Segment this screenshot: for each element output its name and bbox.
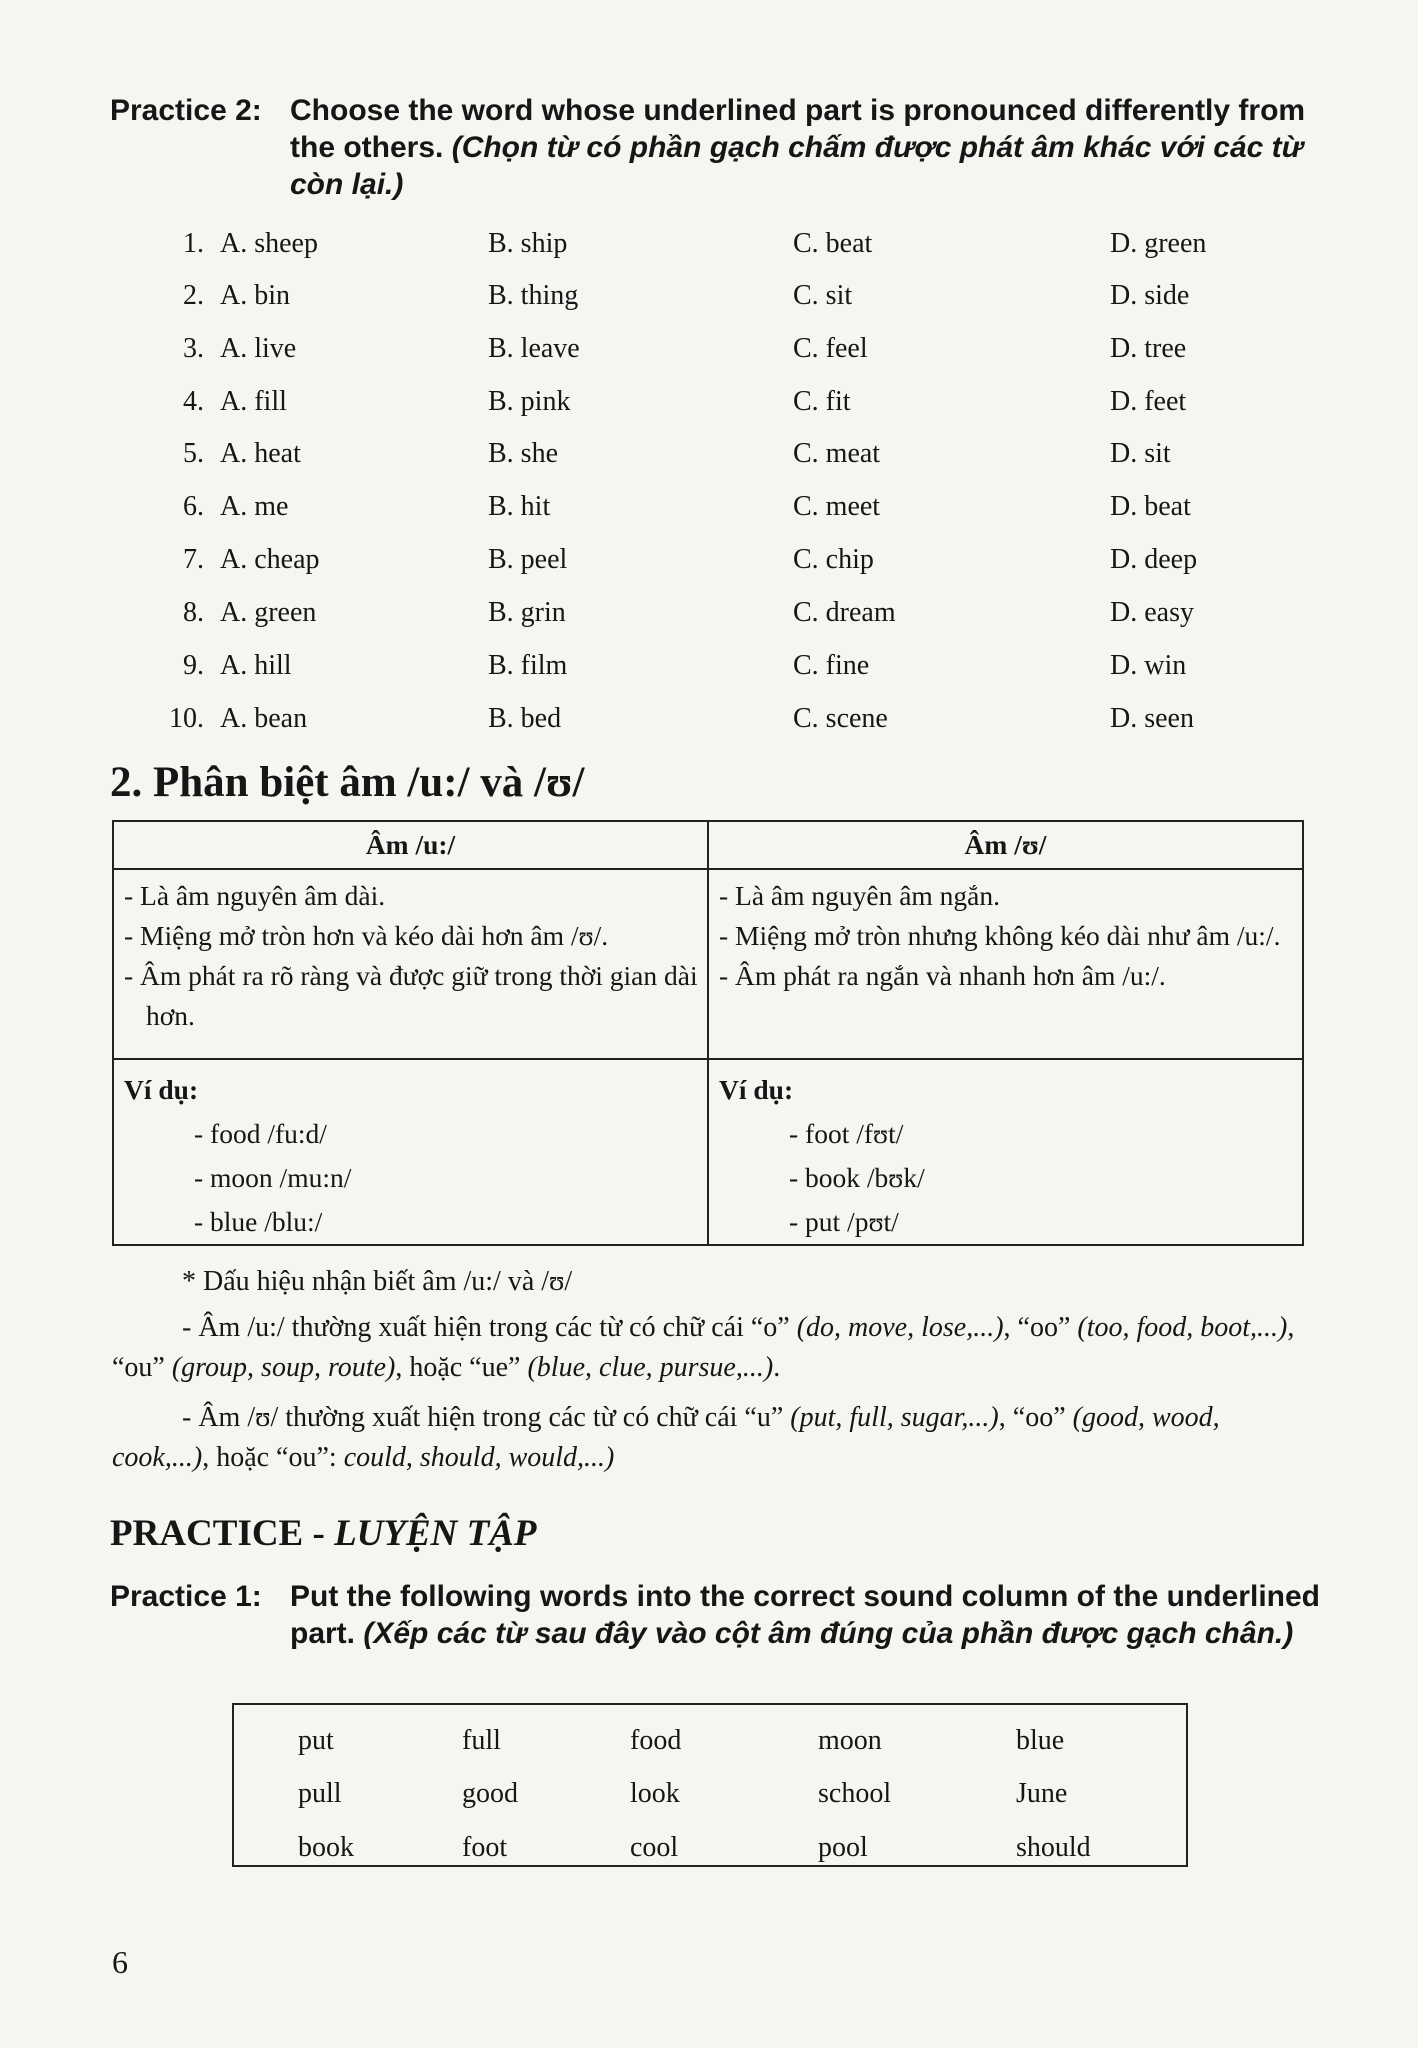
question-number: 9. [183,650,204,681]
option-a: A. sheep [220,228,318,259]
option-c: C. feel [793,333,868,364]
sign-short-u: - Âm /ʊ/ thường xuất hiện trong các từ có chữ cái “u” (put, full, sugar,...), “oo” (good, wood, cook,...), hoặc “ou”: could, should, would,...) [112,1402,1220,1473]
option-c: C. dream [793,597,896,628]
word-item: full [462,1725,501,1756]
table-header-long-u: Âm /u:/ [113,821,708,869]
word-item: school [818,1778,892,1809]
practice1-title [110,1578,1320,1652]
word-item: put [298,1725,334,1756]
option-b: B. thing [488,280,579,311]
option-c: C. scene [793,703,888,734]
short-u-point: - Âm phát ra ngắn và nhanh hơn âm /u:/. [719,960,1166,991]
option-c: C. beat [793,228,873,259]
option-b: B. ship [488,228,568,259]
option-b: B. bed [488,703,562,734]
example-item: - moon /mu:n/ [194,1162,352,1193]
table-header-short-u: Âm /ʊ/ [708,821,1303,869]
section2-heading: 2. Phân biệt âm /u:/ và /ʊ/ [110,759,585,806]
option-c: C. sit [793,280,853,311]
question-number: 3. [183,333,204,364]
sound-comparison-table [112,820,1304,1246]
example-item: - put /pʊt/ [789,1206,899,1237]
option-d: D. green [1110,228,1207,259]
option-c: C. chip [793,544,874,575]
practice-heading: PRACTICE - LUYỆN TẬP [110,1513,537,1554]
short-u-examples [708,1059,1303,1245]
question-number: 2. [183,280,204,311]
long-u-examples [113,1059,708,1245]
practice1-instruction: Put the following words into the correct sound column of the underlined part. (Xếp các từ sau đây vào cột âm đúng của phần được gạch chân.) [290,1580,1320,1650]
word-item: book [298,1832,354,1863]
option-b: B. she [488,438,558,469]
sign-long-u: - Âm /u:/ thường xuất hiện trong các từ có chữ cái “o” (do, move, lose,...), “oo” (too, food, boot,...), “ou” (group, soup, route), hoặc “ue” (blue, clue, pursue,...). [112,1312,1295,1383]
option-a: A. fill [220,386,287,417]
word-item: foot [462,1832,508,1863]
practice2-instruction: Choose the word whose underlined part is pronounced differently from the others. (Chọn từ có phần gạch chấm được phát âm khác với các từ còn lại.) [290,94,1306,201]
option-a: A. green [220,597,317,628]
option-a: A. heat [220,438,301,469]
word-item: pull [298,1778,342,1809]
question-number: 10. [169,703,204,734]
long-u-description [113,869,708,1059]
question-number: 4. [183,386,204,417]
word-item: moon [818,1725,882,1756]
option-b: B. pink [488,386,571,417]
word-box [232,1703,1188,1867]
option-d: D. tree [1110,333,1187,364]
option-d: D. sit [1110,438,1171,469]
question-number: 7. [183,544,204,575]
option-d: D. side [1110,280,1190,311]
option-a: A. live [220,333,297,364]
question-number: 1. [183,228,204,259]
long-u-point: - Miệng mở tròn hơn và kéo dài hơn âm /ʊ/. [124,920,609,951]
option-a: A. bean [220,703,308,734]
option-b: B. grin [488,597,566,628]
example-label: Ví dụ: [719,1074,794,1105]
question-number: 6. [183,491,204,522]
question-number: 8. [183,597,204,628]
option-c: C. meet [793,491,881,522]
option-b: B. peel [488,544,568,575]
long-u-point: - Âm phát ra rõ ràng và được giữ trong thời gian dài hơn. [124,960,698,1031]
option-a: A. cheap [220,544,320,575]
word-item: June [1016,1778,1068,1809]
word-item: look [630,1778,680,1809]
signs-title: * Dấu hiệu nhận biết âm /u:/ và /ʊ/ [182,1266,573,1297]
example-label: Ví dụ: [124,1074,199,1105]
page-number: 6 [112,1944,128,1980]
word-item: cool [630,1832,679,1863]
example-item: - food /fu:d/ [194,1118,327,1149]
option-d: D. seen [1110,703,1194,734]
word-item: good [462,1778,518,1809]
option-d: D. beat [1110,491,1191,522]
option-d: D. easy [1110,597,1194,628]
word-item: pool [818,1832,868,1863]
example-item: - foot /fʊt/ [789,1118,904,1149]
word-item: food [630,1725,682,1756]
option-c: C. meat [793,438,881,469]
practice2-title [110,92,1320,203]
long-u-point: - Là âm nguyên âm dài. [124,880,386,911]
option-c: C. fit [793,386,851,417]
option-b: B. hit [488,491,551,522]
option-a: A. bin [220,280,290,311]
short-u-point: - Là âm nguyên âm ngắn. [719,880,1001,911]
option-a: A. hill [220,650,292,681]
practice2-label: Practice 2: [110,94,262,127]
option-d: D. win [1110,650,1187,681]
option-a: A. me [220,491,289,522]
option-d: D. feet [1110,386,1187,417]
practice1-label: Practice 1: [110,1580,262,1613]
option-b: B. film [488,650,568,681]
option-c: C. fine [793,650,870,681]
short-u-point: - Miệng mở tròn nhưng không kéo dài như âm /u:/. [719,920,1281,951]
option-b: B. leave [488,333,580,364]
option-d: D. deep [1110,544,1198,575]
word-item: blue [1016,1725,1065,1756]
example-item: - book /bʊk/ [789,1162,925,1193]
question-number: 5. [183,438,204,469]
word-item: should [1016,1832,1091,1863]
short-u-description [708,869,1303,1059]
example-item: - blue /blu:/ [194,1206,323,1237]
